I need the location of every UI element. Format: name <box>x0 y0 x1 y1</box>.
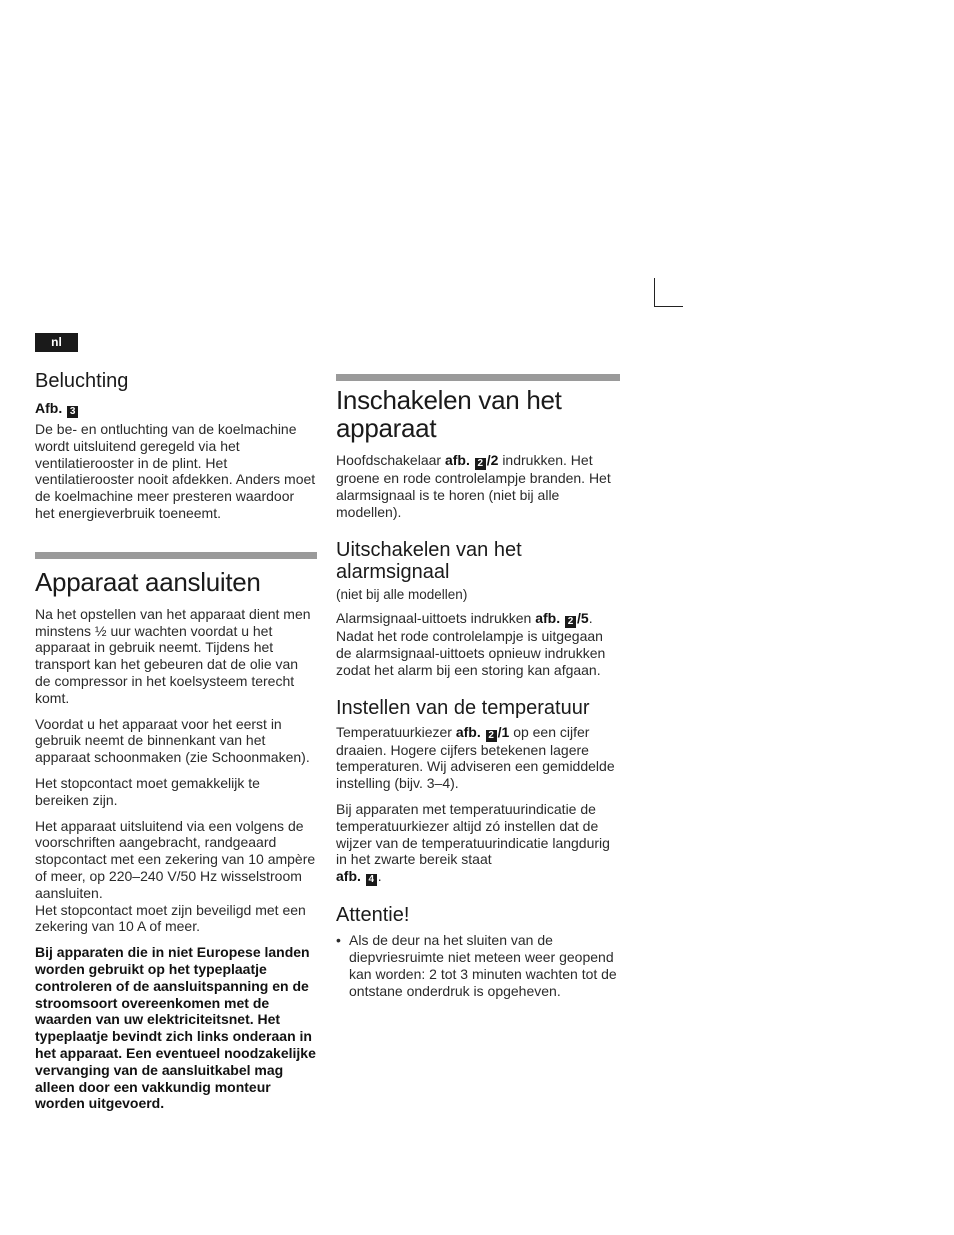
alarm-note: (niet bij alle modellen) <box>336 587 468 603</box>
section-divider <box>336 374 620 381</box>
beluchting-heading: Beluchting <box>35 370 129 392</box>
left-column <box>35 368 317 1112</box>
attentie-heading: Attentie! <box>336 904 410 927</box>
figure-number-badge: 4 <box>366 874 377 886</box>
aansluiten-paragraph-3: Het stopcontact moet gemakkelijk te bereiken zijn. <box>35 774 260 808</box>
aansluiten-paragraph-4b: Het stopcontact moet zijn beveiligd met een zekering van 10 A of meer. <box>35 901 306 935</box>
figure-number-badge: 2 <box>475 458 486 470</box>
beluchting-fig-ref: Afb. 3 <box>35 400 317 418</box>
attentie-list <box>336 932 620 999</box>
middle-column <box>336 374 620 999</box>
figure-number-badge: 2 <box>565 616 576 628</box>
section-divider <box>35 552 317 559</box>
temperatuur-paragraph-2: Bij apparaten met temperatuurindicatie de temperatuurkiezer altijd zó instellen dat de wijzer van de temperatuurindicatie langdurig in het zwarte bereik staat afb. 4 . <box>336 800 610 886</box>
temperatuur-text: Temperatuurkiezer afb. 2 /1 op een cijfer draaien. Hogere cijfers betekenen lagere temperaturen. Wij adviseren een gemiddelde instelling (bijv. 3–4). <box>336 723 615 792</box>
inschakelen-text: Hoofdschakelaar afb. 2 /2 indrukken. Het groene en rode controlelampje branden. Het alarmsignaal is te horen (niet bij alle modellen). <box>336 452 611 520</box>
alarm-heading: Uitschakelen van het alarmsignaal <box>336 539 522 584</box>
temperatuur-heading: Instellen van de temperatuur <box>336 696 590 719</box>
aansluiten-paragraph-1: Na het opstellen van het apparaat dient men minstens ½ uur wachten voordat u het apparaat in gebruik neemt. Tijdens het transport kan het gebeuren dat de olie van de compressor in het koelsysteem terecht komt. <box>35 605 311 706</box>
aansluiten-paragraph-2: Voordat u het apparaat voor het eerst in gebruik neemt de binnenkant van het apparaat schoonmaken (zie Schoonmaken). <box>35 715 310 766</box>
figure-number-badge: 2 <box>486 730 497 742</box>
aansluiten-warning: Bij apparaten die in niet Europese landen worden gebruikt op het typeplaatje controleren of de aansluitspanning en de stroomsoort overeenkomen met de waarden van uw elektriciteitsnet. Het typeplaatje bevindt zich links onderaan in het apparaat. Een eventueel noodzakelijke vervanging van de aansluitkabel mag alleen door een vakkundig monteur worden uitgevoerd. <box>35 944 316 1112</box>
list-item: • Als de deur na het sluiten van de diepvriesruimte niet meteen weer geopend kan worden: 2 tot 3 minuten wachten tot de ontstane onderdruk is opgeheven. <box>336 932 620 999</box>
inschakelen-heading: Inschakelen van het apparaat <box>336 385 562 443</box>
figure-number-badge: 3 <box>67 406 78 418</box>
aansluiten-heading: Apparaat aansluiten <box>35 566 261 597</box>
beluchting-text: De be- en ontluchting van de koelmachine wordt uitsluitend geregeld via het ventilatierooster in de plint. Het ventilatierooster nooit afdekken. Anders moet de koelmachine meer presteren waardoor het energieverbruik toeneemt. <box>35 421 316 521</box>
language-badge: nl <box>35 333 78 352</box>
alarm-text: Alarmsignaal-uittoets indrukken afb. 2 /5. Nadat het rode controlelampje is uitgegaan de alarmsignaal-uittoets opnieuw indrukken zodat het alarm bij een storing kan afgaan. <box>336 610 606 678</box>
crop-corner-mark <box>654 278 683 307</box>
aansluiten-paragraph-4: Het apparaat uitsluitend via een volgens de voorschriften aangebracht, randgeaard stopcontact met een zekering van 10 ampère of meer, op 220–240 V/50 Hz wisselstroom aansluiten. <box>35 817 316 901</box>
